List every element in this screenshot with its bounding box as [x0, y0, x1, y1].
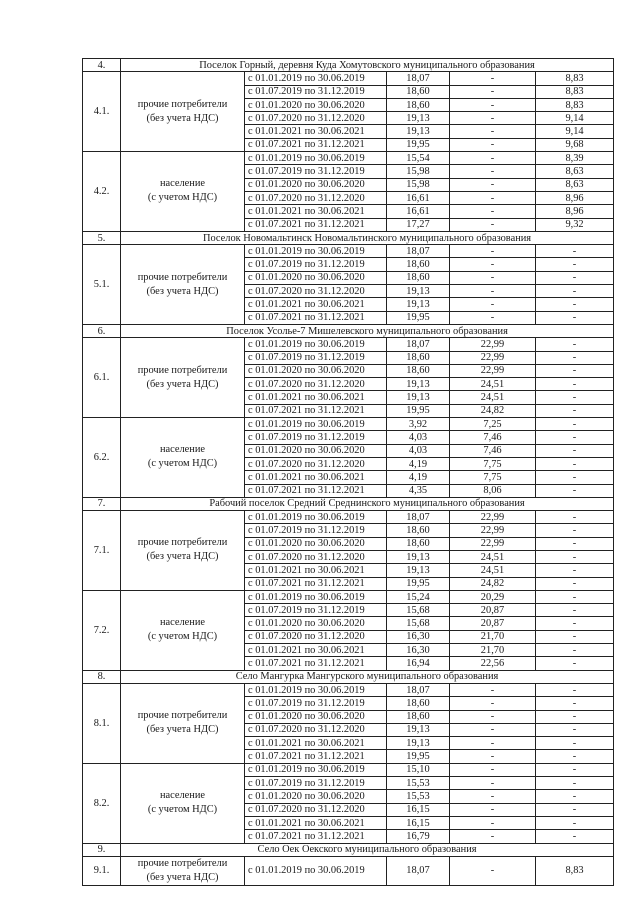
tariff-row — [83, 590, 614, 603]
tariff-value-1: 19,13 — [387, 112, 450, 125]
tariff-value-3: - — [536, 550, 614, 563]
section-title: Село Оек Оекского муниципального образования — [121, 843, 614, 856]
period-cell: с 01.01.2021 по 30.06.2021 — [245, 644, 387, 657]
tariff-value-3: - — [536, 723, 614, 736]
tariff-value-3: - — [536, 790, 614, 803]
period-cell: с 01.01.2021 по 30.06.2021 — [245, 298, 387, 311]
tariff-value-3: - — [536, 471, 614, 484]
tariff-value-1: 19,13 — [387, 737, 450, 750]
tariff-value-1: 18,60 — [387, 351, 450, 364]
period-cell: с 01.01.2020 по 30.06.2020 — [245, 178, 387, 191]
tariff-value-1: 19,13 — [387, 550, 450, 563]
period-cell: с 01.01.2019 по 30.06.2019 — [245, 590, 387, 603]
tariff-value-3: - — [536, 351, 614, 364]
section-title: Село Мангурка Мангурского муниципального образования — [121, 670, 614, 683]
tariff-value-2: 20,87 — [450, 617, 536, 630]
period-cell: с 01.01.2021 по 30.06.2021 — [245, 471, 387, 484]
tariff-value-2: - — [450, 723, 536, 736]
consumer-label: население — [159, 790, 206, 802]
tariff-value-3: 9,68 — [536, 138, 614, 151]
section-header-row — [83, 324, 614, 337]
tariff-value-2: 22,99 — [450, 537, 536, 550]
period-cell: с 01.07.2021 по 31.12.2021 — [245, 404, 387, 417]
tariff-value-2: 20,29 — [450, 590, 536, 603]
consumer-vat-note: (без учета НДС) — [146, 285, 219, 297]
period-cell: с 01.01.2019 по 30.06.2019 — [245, 683, 387, 696]
tariff-value-1: 15,68 — [387, 617, 450, 630]
tariff-value-2: 7,46 — [450, 444, 536, 457]
consumer-vat-note: (без учета НДС) — [146, 551, 219, 563]
tariff-value-3: 9,14 — [536, 112, 614, 125]
tariff-value-3: - — [536, 245, 614, 258]
consumer-label: прочие потребители — [137, 710, 228, 722]
consumer-category — [121, 72, 245, 152]
tariff-value-3: 8,83 — [536, 85, 614, 98]
group-number: 5.1. — [83, 245, 121, 325]
period-cell: с 01.07.2021 по 31.12.2021 — [245, 311, 387, 324]
section-number: 9. — [83, 843, 121, 856]
tariff-value-1: 19,13 — [387, 298, 450, 311]
period-cell: с 01.07.2021 по 31.12.2021 — [245, 830, 387, 843]
tariff-value-2: - — [450, 85, 536, 98]
tariff-value-1: 19,95 — [387, 577, 450, 590]
tariff-value-2: 7,46 — [450, 431, 536, 444]
tariff-value-2: - — [450, 258, 536, 271]
group-number: 4.1. — [83, 72, 121, 152]
tariff-value-2: - — [450, 218, 536, 231]
section-title: Поселок Новомальтинск Новомальтинского муниципального образования — [121, 231, 614, 244]
period-cell: с 01.07.2020 по 31.12.2020 — [245, 457, 387, 470]
section-title: Рабочий поселок Средний Среднинского муниципального образования — [121, 497, 614, 510]
group-number: 6.2. — [83, 418, 121, 498]
section-header-row — [83, 59, 614, 72]
section-number: 6. — [83, 324, 121, 337]
tariff-value-1: 18,60 — [387, 364, 450, 377]
tariff-value-1: 15,98 — [387, 178, 450, 191]
tariff-value-1: 19,13 — [387, 378, 450, 391]
tariff-value-3: 9,14 — [536, 125, 614, 138]
tariff-row — [83, 152, 614, 165]
tariff-value-3: - — [536, 577, 614, 590]
consumer-label: население — [159, 444, 206, 456]
period-cell: с 01.01.2021 по 30.06.2021 — [245, 816, 387, 829]
tariff-row — [83, 245, 614, 258]
tariff-value-2: - — [450, 856, 536, 885]
tariff-value-3: 8,39 — [536, 152, 614, 165]
tariff-value-1: 16,79 — [387, 830, 450, 843]
tariff-value-1: 18,60 — [387, 98, 450, 111]
tariff-value-2: 7,75 — [450, 471, 536, 484]
tariff-value-2: 20,87 — [450, 604, 536, 617]
tariff-row — [83, 683, 614, 696]
consumer-category — [121, 152, 245, 232]
tariff-value-2: - — [450, 803, 536, 816]
tariff-value-3: - — [536, 511, 614, 524]
consumer-vat-note: (без учета НДС) — [146, 871, 219, 883]
consumer-category — [121, 856, 245, 885]
tariff-value-1: 18,07 — [387, 72, 450, 85]
tariff-value-1: 17,27 — [387, 218, 450, 231]
period-cell: с 01.07.2020 по 31.12.2020 — [245, 803, 387, 816]
consumer-vat-note: (без учета НДС) — [146, 724, 219, 736]
tariff-value-2: - — [450, 790, 536, 803]
period-cell: с 01.07.2019 по 31.12.2019 — [245, 165, 387, 178]
consumer-category — [121, 763, 245, 843]
tariff-value-3: - — [536, 710, 614, 723]
tariff-value-3: - — [536, 298, 614, 311]
tariff-value-2: - — [450, 298, 536, 311]
period-cell: с 01.07.2020 по 31.12.2020 — [245, 723, 387, 736]
tariff-value-3: - — [536, 750, 614, 763]
group-number: 8.1. — [83, 683, 121, 763]
tariff-value-2: 24,82 — [450, 577, 536, 590]
tariff-value-3: - — [536, 630, 614, 643]
period-cell: с 01.01.2021 по 30.06.2021 — [245, 205, 387, 218]
period-cell: с 01.01.2020 по 30.06.2020 — [245, 271, 387, 284]
tariff-value-2: - — [450, 271, 536, 284]
period-cell: с 01.01.2019 по 30.06.2019 — [245, 418, 387, 431]
period-cell: с 01.01.2021 по 30.06.2021 — [245, 564, 387, 577]
tariff-value-3: - — [536, 644, 614, 657]
consumer-vat-note: (с учетом НДС) — [147, 804, 218, 816]
tariff-value-1: 18,60 — [387, 271, 450, 284]
period-cell: с 01.01.2020 по 30.06.2020 — [245, 790, 387, 803]
consumer-label: прочие потребители — [137, 857, 228, 869]
tariff-value-1: 18,60 — [387, 697, 450, 710]
period-cell: с 01.07.2020 по 31.12.2020 — [245, 550, 387, 563]
period-cell: с 01.01.2019 по 30.06.2019 — [245, 245, 387, 258]
tariff-value-1: 4,35 — [387, 484, 450, 497]
tariff-value-1: 15,98 — [387, 165, 450, 178]
tariff-value-1: 15,24 — [387, 590, 450, 603]
tariff-value-2: - — [450, 191, 536, 204]
tariff-value-1: 15,53 — [387, 777, 450, 790]
tariff-value-2: 22,99 — [450, 351, 536, 364]
period-cell: с 01.01.2020 по 30.06.2020 — [245, 710, 387, 723]
tariff-value-1: 18,60 — [387, 537, 450, 550]
period-cell: с 01.07.2019 по 31.12.2019 — [245, 777, 387, 790]
tariff-value-2: - — [450, 763, 536, 776]
section-title: Поселок Горный, деревня Куда Хомутовского муниципального образования — [121, 59, 614, 72]
tariff-value-2: - — [450, 311, 536, 324]
period-cell: с 01.07.2019 по 31.12.2019 — [245, 85, 387, 98]
tariff-value-2: 21,70 — [450, 644, 536, 657]
tariff-value-2: - — [450, 830, 536, 843]
tariff-value-3: - — [536, 271, 614, 284]
consumer-vat-note: (без учета НДС) — [146, 112, 219, 124]
tariff-value-2: - — [450, 285, 536, 298]
tariff-value-3: - — [536, 338, 614, 351]
consumer-label: прочие потребители — [137, 271, 228, 283]
tariff-value-1: 18,60 — [387, 85, 450, 98]
tariff-value-3: - — [536, 431, 614, 444]
tariff-value-3: - — [536, 378, 614, 391]
tariff-value-2: 22,99 — [450, 338, 536, 351]
period-cell: с 01.01.2019 по 30.06.2019 — [245, 152, 387, 165]
period-cell: с 01.07.2021 по 31.12.2021 — [245, 138, 387, 151]
tariff-row — [83, 338, 614, 351]
period-cell: с 01.01.2021 по 30.06.2021 — [245, 391, 387, 404]
tariff-table — [82, 58, 614, 886]
tariff-value-2: - — [450, 816, 536, 829]
tariff-value-2: - — [450, 245, 536, 258]
tariff-value-2: 22,99 — [450, 364, 536, 377]
tariff-value-1: 19,13 — [387, 125, 450, 138]
consumer-category — [121, 511, 245, 591]
tariff-value-1: 18,60 — [387, 710, 450, 723]
consumer-label: население — [159, 617, 206, 629]
period-cell: с 01.07.2020 по 31.12.2020 — [245, 191, 387, 204]
tariff-value-3: - — [536, 457, 614, 470]
tariff-value-2: - — [450, 165, 536, 178]
tariff-value-2: 24,82 — [450, 404, 536, 417]
period-cell: с 01.01.2020 по 30.06.2020 — [245, 617, 387, 630]
consumer-category — [121, 590, 245, 670]
tariff-value-1: 19,13 — [387, 723, 450, 736]
tariff-value-3: - — [536, 311, 614, 324]
group-number: 7.1. — [83, 511, 121, 591]
tariff-value-1: 19,95 — [387, 404, 450, 417]
tariff-value-2: - — [450, 737, 536, 750]
tariff-value-1: 16,30 — [387, 644, 450, 657]
period-cell: с 01.07.2019 по 31.12.2019 — [245, 604, 387, 617]
tariff-value-2: 22,99 — [450, 511, 536, 524]
consumer-vat-note: (с учетом НДС) — [147, 458, 218, 470]
tariff-value-1: 4,19 — [387, 457, 450, 470]
tariff-value-2: - — [450, 683, 536, 696]
tariff-value-3: - — [536, 816, 614, 829]
tariff-value-3: - — [536, 763, 614, 776]
tariff-value-2: - — [450, 125, 536, 138]
tariff-value-3: 8,63 — [536, 178, 614, 191]
group-number: 8.2. — [83, 763, 121, 843]
group-number: 6.1. — [83, 338, 121, 418]
tariff-value-3: - — [536, 657, 614, 670]
period-cell: с 01.07.2021 по 31.12.2021 — [245, 577, 387, 590]
tariff-value-1: 18,07 — [387, 245, 450, 258]
tariff-value-3: - — [536, 830, 614, 843]
tariff-value-2: - — [450, 112, 536, 125]
tariff-value-3: 9,32 — [536, 218, 614, 231]
tariff-value-3: - — [536, 391, 614, 404]
tariff-value-1: 19,13 — [387, 285, 450, 298]
tariff-value-3: - — [536, 404, 614, 417]
period-cell: с 01.07.2019 по 31.12.2019 — [245, 524, 387, 537]
tariff-value-2: 22,56 — [450, 657, 536, 670]
tariff-value-3: 8,96 — [536, 191, 614, 204]
tariff-value-2: 24,51 — [450, 564, 536, 577]
period-cell: с 01.07.2021 по 31.12.2021 — [245, 657, 387, 670]
tariff-value-3: 8,83 — [536, 856, 614, 885]
section-header-row — [83, 843, 614, 856]
consumer-label: население — [159, 178, 206, 190]
consumer-label: прочие потребители — [137, 537, 228, 549]
tariff-value-1: 15,10 — [387, 763, 450, 776]
tariff-value-3: - — [536, 590, 614, 603]
period-cell: с 01.07.2019 по 31.12.2019 — [245, 431, 387, 444]
tariff-value-2: 21,70 — [450, 630, 536, 643]
tariff-value-3: - — [536, 617, 614, 630]
tariff-value-3: - — [536, 777, 614, 790]
period-cell: с 01.01.2021 по 30.06.2021 — [245, 737, 387, 750]
period-cell: с 01.01.2020 по 30.06.2020 — [245, 444, 387, 457]
tariff-value-2: - — [450, 98, 536, 111]
tariff-row — [83, 418, 614, 431]
consumer-vat-note: (без учета НДС) — [146, 378, 219, 390]
section-title: Поселок Усолье-7 Мишелевского муниципального образования — [121, 324, 614, 337]
consumer-label: прочие потребители — [137, 98, 228, 110]
tariff-value-3: - — [536, 803, 614, 816]
tariff-value-1: 18,07 — [387, 511, 450, 524]
section-number: 7. — [83, 497, 121, 510]
tariff-value-1: 4,03 — [387, 444, 450, 457]
period-cell: с 01.01.2019 по 30.06.2019 — [245, 856, 387, 885]
tariff-value-3: - — [536, 524, 614, 537]
tariff-value-2: 24,51 — [450, 550, 536, 563]
tariff-value-1: 16,15 — [387, 803, 450, 816]
period-cell: с 01.07.2019 по 31.12.2019 — [245, 697, 387, 710]
period-cell: с 01.01.2021 по 30.06.2021 — [245, 125, 387, 138]
tariff-value-3: - — [536, 418, 614, 431]
tariff-value-1: 4,19 — [387, 471, 450, 484]
tariff-value-2: 7,25 — [450, 418, 536, 431]
section-header-row — [83, 231, 614, 244]
tariff-value-3: 8,83 — [536, 98, 614, 111]
period-cell: с 01.01.2019 по 30.06.2019 — [245, 338, 387, 351]
period-cell: с 01.07.2019 по 31.12.2019 — [245, 258, 387, 271]
section-header-row — [83, 670, 614, 683]
tariff-value-3: 8,63 — [536, 165, 614, 178]
tariff-value-1: 19,95 — [387, 138, 450, 151]
tariff-value-3: - — [536, 444, 614, 457]
tariff-value-2: - — [450, 138, 536, 151]
tariff-value-3: - — [536, 258, 614, 271]
group-number: 9.1. — [83, 856, 121, 885]
tariff-value-3: - — [536, 537, 614, 550]
tariff-value-3: 8,96 — [536, 205, 614, 218]
tariff-value-1: 18,07 — [387, 338, 450, 351]
tariff-value-2: - — [450, 178, 536, 191]
period-cell: с 01.07.2020 по 31.12.2020 — [245, 112, 387, 125]
tariff-value-3: - — [536, 683, 614, 696]
tariff-value-2: 7,75 — [450, 457, 536, 470]
consumer-category — [121, 338, 245, 418]
period-cell: с 01.01.2019 по 30.06.2019 — [245, 511, 387, 524]
tariff-value-3: - — [536, 484, 614, 497]
tariff-value-1: 18,60 — [387, 258, 450, 271]
section-number: 4. — [83, 59, 121, 72]
tariff-row — [83, 763, 614, 776]
period-cell: с 01.01.2019 по 30.06.2019 — [245, 763, 387, 776]
period-cell: с 01.07.2021 по 31.12.2021 — [245, 218, 387, 231]
tariff-value-2: 24,51 — [450, 391, 536, 404]
section-header-row — [83, 497, 614, 510]
tariff-value-3: - — [536, 737, 614, 750]
tariff-value-1: 15,53 — [387, 790, 450, 803]
consumer-vat-note: (с учетом НДС) — [147, 631, 218, 643]
tariff-value-3: - — [536, 364, 614, 377]
section-number: 5. — [83, 231, 121, 244]
tariff-value-2: 8,06 — [450, 484, 536, 497]
tariff-row — [83, 856, 614, 885]
tariff-value-1: 18,07 — [387, 856, 450, 885]
tariff-value-1: 19,95 — [387, 311, 450, 324]
tariff-value-3: - — [536, 604, 614, 617]
tariff-value-2: - — [450, 777, 536, 790]
tariff-value-3: - — [536, 285, 614, 298]
tariff-value-1: 16,61 — [387, 191, 450, 204]
tariff-value-1: 19,13 — [387, 564, 450, 577]
period-cell: с 01.07.2019 по 31.12.2019 — [245, 351, 387, 364]
tariff-value-2: 24,51 — [450, 378, 536, 391]
period-cell: с 01.07.2020 по 31.12.2020 — [245, 378, 387, 391]
tariff-value-1: 16,94 — [387, 657, 450, 670]
tariff-value-2: - — [450, 750, 536, 763]
tariff-value-1: 19,13 — [387, 391, 450, 404]
tariff-value-2: - — [450, 205, 536, 218]
period-cell: с 01.01.2020 по 30.06.2020 — [245, 98, 387, 111]
tariff-row — [83, 72, 614, 85]
tariff-value-2: - — [450, 72, 536, 85]
tariff-value-1: 18,07 — [387, 683, 450, 696]
group-number: 4.2. — [83, 152, 121, 232]
tariff-value-1: 18,60 — [387, 524, 450, 537]
tariff-value-1: 19,95 — [387, 750, 450, 763]
tariff-table-body — [83, 59, 614, 886]
tariff-row — [83, 511, 614, 524]
period-cell: с 01.01.2020 по 30.06.2020 — [245, 364, 387, 377]
period-cell: с 01.07.2020 по 31.12.2020 — [245, 630, 387, 643]
tariff-value-1: 15,68 — [387, 604, 450, 617]
tariff-value-1: 4,03 — [387, 431, 450, 444]
group-number: 7.2. — [83, 590, 121, 670]
consumer-label: прочие потребители — [137, 364, 228, 376]
consumer-category — [121, 683, 245, 763]
tariff-value-1: 15,54 — [387, 152, 450, 165]
tariff-value-3: 8,83 — [536, 72, 614, 85]
period-cell: с 01.07.2020 по 31.12.2020 — [245, 285, 387, 298]
tariff-value-1: 16,15 — [387, 816, 450, 829]
period-cell: с 01.01.2020 по 30.06.2020 — [245, 537, 387, 550]
period-cell: с 01.07.2021 по 31.12.2021 — [245, 484, 387, 497]
tariff-value-2: - — [450, 152, 536, 165]
tariff-value-3: - — [536, 564, 614, 577]
tariff-value-3: - — [536, 697, 614, 710]
tariff-value-1: 16,30 — [387, 630, 450, 643]
tariff-value-2: - — [450, 697, 536, 710]
tariff-value-2: - — [450, 710, 536, 723]
consumer-category — [121, 418, 245, 498]
tariff-value-1: 3,92 — [387, 418, 450, 431]
consumer-vat-note: (с учетом НДС) — [147, 192, 218, 204]
period-cell: с 01.01.2019 по 30.06.2019 — [245, 72, 387, 85]
tariff-value-1: 16,61 — [387, 205, 450, 218]
consumer-category — [121, 245, 245, 325]
period-cell: с 01.07.2021 по 31.12.2021 — [245, 750, 387, 763]
section-number: 8. — [83, 670, 121, 683]
tariff-value-2: 22,99 — [450, 524, 536, 537]
